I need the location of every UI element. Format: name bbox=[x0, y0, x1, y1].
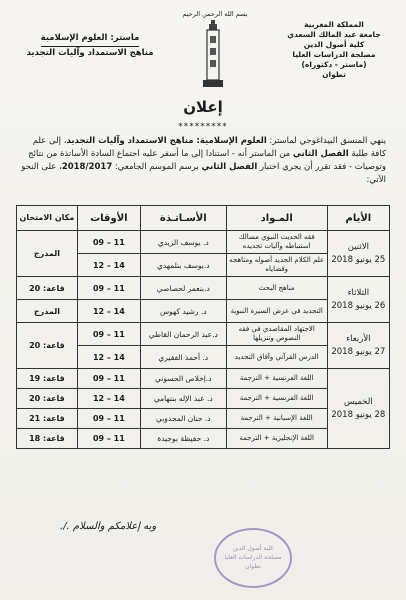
time-cell: 09 – 11 bbox=[77, 409, 140, 429]
professor-cell: د.بنعمر لحصاصي bbox=[140, 277, 226, 300]
time-cell: 12 – 14 bbox=[77, 346, 140, 369]
professor-cell: د. يوسف الزيدي bbox=[140, 231, 226, 254]
minaret-logo-icon bbox=[200, 20, 226, 88]
basmala: بسم الله الرحمن الرحيم bbox=[182, 10, 248, 18]
table-row bbox=[17, 277, 390, 300]
time-cell: 12 – 14 bbox=[77, 254, 140, 277]
room-cell: قاعة: 20 bbox=[17, 277, 78, 300]
subject-cell: اللغة الفرنسية + الترجمة bbox=[226, 369, 327, 389]
day-cell: الثلاثاء 26 يونيو 2018 bbox=[327, 277, 389, 323]
time-cell: 09 – 11 bbox=[77, 369, 140, 389]
official-stamp: كلية أصول الدين مصلحة الدراسات العليا تطوان bbox=[214, 528, 292, 588]
institution-header bbox=[274, 20, 394, 80]
subject-cell: اللغة الفرنسية + الترجمة bbox=[226, 389, 327, 409]
program-subtitle: مناهج الاستمداد وآليات التجديد bbox=[26, 48, 154, 58]
professor-cell: د. رشيد كهوس bbox=[140, 300, 226, 323]
professor-cell: د. أحمد الفقيري bbox=[140, 346, 226, 369]
room-cell: قاعة: 18 bbox=[17, 429, 78, 449]
room-cell: قاعة: 21 bbox=[17, 409, 78, 429]
table-row bbox=[17, 231, 390, 254]
professor-cell: د. حفيظة بوجيدة bbox=[140, 429, 226, 449]
header-line: تطوان bbox=[322, 70, 346, 79]
time-cell: 12 – 14 bbox=[77, 389, 140, 409]
professor-cell: د. عبد الإله بنتهامي bbox=[140, 389, 226, 409]
subject-cell: الاجتهاد المقاصدي في فقه النصوص وتنزيلها bbox=[226, 323, 327, 346]
subject-cell: التجديد في عرض السيرة النبوية bbox=[226, 300, 327, 323]
announcement-text: ينهي المنسق البيداغوجي لماستر: العلوم الإسلامية: مناهج الاستمداد وآليات التجديد، إلى علم كافة طلبة الفصل الثاني من الماستر أنه - استنادا إلى ما أسفر عليه اجتماع السادة الأساتذة من نتائج وتوصيات - فقد تقرر أن يجري اختبار الفصل الثاني برسم الموسم الجامعي: 2018/2017، على النحو الآتي: bbox=[21, 136, 386, 185]
professor-cell: د.عبد الرحمان القاطي bbox=[140, 323, 226, 346]
subject-cell: علم الكلام الجديد أصوله ومناهجه وقضاياه bbox=[226, 254, 327, 277]
subject-cell: الدرس القرآني وآفاق التجديد bbox=[226, 346, 327, 369]
program-header bbox=[10, 32, 170, 60]
table-row bbox=[17, 323, 390, 346]
day-cell: الاثنين 25 يونيو 2018 bbox=[327, 231, 389, 277]
professor-cell: د.يوسف بنلمهدي bbox=[140, 254, 226, 277]
header-line: المملكة المغربية bbox=[304, 20, 364, 29]
room-cell: المدرج bbox=[17, 300, 78, 323]
room-cell: المدرج bbox=[17, 231, 78, 277]
column-header-subjects: المـواد bbox=[226, 206, 327, 231]
time-cell: 09 – 11 bbox=[77, 323, 140, 346]
time-cell: 09 – 11 bbox=[77, 277, 140, 300]
room-cell: قاعة: 20 bbox=[17, 389, 78, 409]
column-header-professors: الأسـاتـذة bbox=[140, 206, 226, 231]
header-line: مصلحة الدراسات العليا bbox=[292, 50, 376, 59]
professor-cell: د. حنان المجدوبي bbox=[140, 409, 226, 429]
time-cell: 12 – 14 bbox=[77, 300, 140, 323]
title-stars: ********* bbox=[178, 122, 228, 132]
room-cell: قاعة: 20 bbox=[17, 323, 78, 369]
subject-cell: فقه الحديث النبوي مسالك استنباطه وآليات تجديده bbox=[226, 231, 327, 254]
room-cell: قاعة: 19 bbox=[17, 369, 78, 389]
column-header-days: الأيام bbox=[327, 206, 389, 231]
header-line: (ماستر - دكتوراه) bbox=[301, 60, 367, 69]
column-header-location: مكان الامتحان bbox=[17, 206, 78, 231]
subject-cell: مناهج البحث bbox=[226, 277, 327, 300]
column-header-times: الأوقات bbox=[77, 206, 140, 231]
time-cell: 09 – 11 bbox=[77, 429, 140, 449]
time-cell: 09 – 11 bbox=[77, 231, 140, 254]
header-line: جامعة عبد المالك السعدي bbox=[287, 30, 381, 39]
program-title: ماستر: العلوم الإسلامية bbox=[41, 32, 140, 47]
announcement-title: إعلان bbox=[183, 98, 223, 116]
table-row bbox=[17, 369, 390, 389]
exam-schedule-table bbox=[16, 205, 390, 449]
subject-cell: اللغة الإنجليزية + الترجمة bbox=[226, 429, 327, 449]
header-line: كلية أصول الدين bbox=[303, 40, 365, 49]
closing-line: وبه إعلامكم والسلام ./. bbox=[60, 521, 157, 532]
day-cell: الأربعاء 27 يونيو 2018 bbox=[327, 323, 389, 369]
subject-cell: اللغة الإسبانية + الترجمة bbox=[226, 409, 327, 429]
day-cell: الخميس 28 يونيو 2018 bbox=[327, 369, 389, 449]
professor-cell: د.إخلاص الحسوني bbox=[140, 369, 226, 389]
